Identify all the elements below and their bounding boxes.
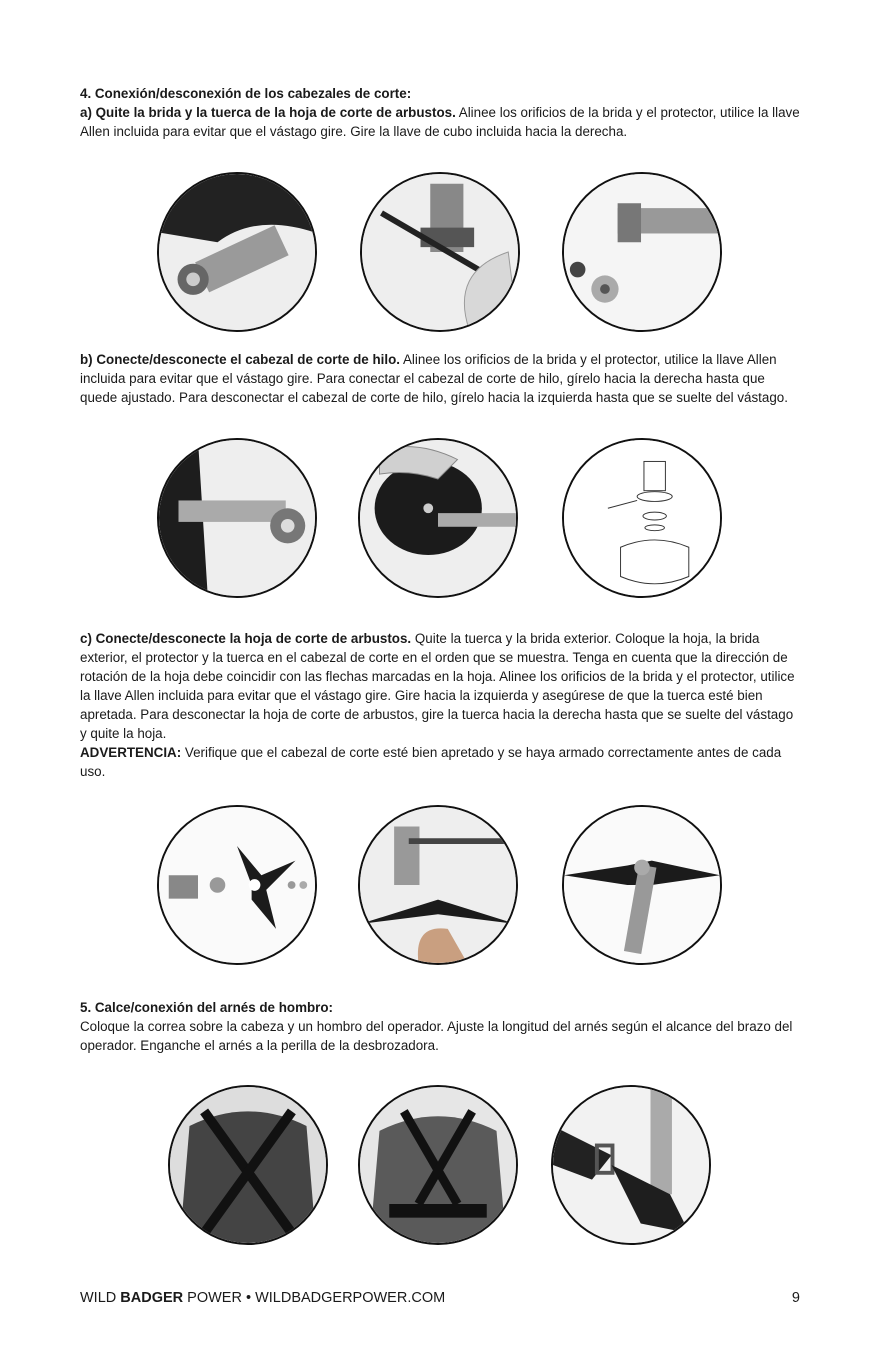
- footer-brand: [80, 1290, 445, 1306]
- page-number: 9: [791, 1290, 800, 1306]
- step-a-heading: a) Quite la brida y la tuerca de la hoja de corte de arbustos.: [80, 105, 456, 120]
- step-c-heading: c) Conecte/desconecte la hoja de corte de arbustos.: [80, 631, 412, 646]
- photo-allen-key: [360, 172, 520, 332]
- step-b-heading: b) Conecte/desconecte el cabezal de corte de hilo.: [80, 352, 400, 367]
- step-b-paragraph: [80, 350, 800, 407]
- section-5-title: 5. Calce/conexión del arnés de hombro:: [80, 1000, 334, 1015]
- section-4: [80, 84, 800, 141]
- photo-shaft-head: [157, 438, 317, 598]
- image-row-harness: [0, 1085, 881, 1255]
- step-b-text: Alinee los orificios de la brida y el protector, utilice la llave Allen incluida para evitar que el vástago gire. Para conectar el cabezal de corte de hilo, gírelo hacia la derecha hasta que quede ajustado. Para desconectar el cabezal de corte de hilo, gírelo hacia la izquierda hasta que se suelte del vástago.: [80, 352, 788, 405]
- step-c-body: [80, 629, 800, 743]
- photo-parts-removed: [562, 172, 722, 332]
- photo-trimmer-head: [358, 438, 518, 598]
- step-a-text: Alinee los orificios de la brida y el protector, utilice la llave Allen incluida para evitar que el vástago gire. Gire la llave de cubo incluida hacia la derecha.: [80, 105, 800, 139]
- warning-heading: ADVERTENCIA:: [80, 745, 182, 760]
- step-c-paragraph: [80, 629, 800, 781]
- section-5-text: Coloque la correa sobre la cabeza y un hombro del operador. Ajuste la longitud del arnés según el alcance del brazo del operador. Enganche el arnés a la perilla de la desbrozadora.: [80, 1019, 793, 1053]
- footer-website: POWER • WILDBADGERPOWER.COM: [183, 1290, 446, 1306]
- photo-harness-hook: [551, 1085, 711, 1245]
- photo-tighten-blade: [358, 805, 518, 965]
- warning-paragraph: [80, 743, 800, 781]
- footer-badger: BADGER: [120, 1290, 184, 1306]
- warning-text: Verifique que el cabezal de corte esté bien apretado y se haya armado correctamente antes de cada uso.: [80, 745, 782, 779]
- photo-blade-parts: [157, 805, 317, 965]
- photo-harness-back: [358, 1085, 518, 1245]
- diagram-trimmer-head-assembly: [562, 438, 722, 598]
- photo-remove-nut: [157, 172, 317, 332]
- photo-blade-installed: [562, 805, 722, 965]
- section-5: [80, 998, 800, 1055]
- step-c-text: Quite la tuerca y la brida exterior. Coloque la hoja, la brida exterior, el protector y la tuerca en el cabezal de corte en el orden que se muestra. Tenga en cuenta que la dirección de rotación de la hoja debe coincidir con las flechas marcadas en la hoja. Alinee los orificios de la brida y el protector, utilice la llave Allen incluida para evitar que el vástago gire. Gire hacia la izquierda y asegúrese de que la tuerca esté bien apretada. Para desconectar la hoja de corte de arbustos, gire la tuerca hacia la derecha hasta que se suelte del vástago y quite la hoja.: [80, 631, 795, 741]
- photo-harness-front: [168, 1085, 328, 1245]
- image-row-c: [0, 805, 881, 975]
- image-row-a: [0, 172, 881, 342]
- footer-wild: WILD: [80, 1290, 121, 1306]
- section-4-title: 4. Conexión/desconexión de los cabezales de corte:: [80, 86, 412, 101]
- step-a-paragraph: [80, 103, 800, 141]
- page-footer: [80, 1290, 800, 1306]
- image-row-b: [0, 438, 881, 608]
